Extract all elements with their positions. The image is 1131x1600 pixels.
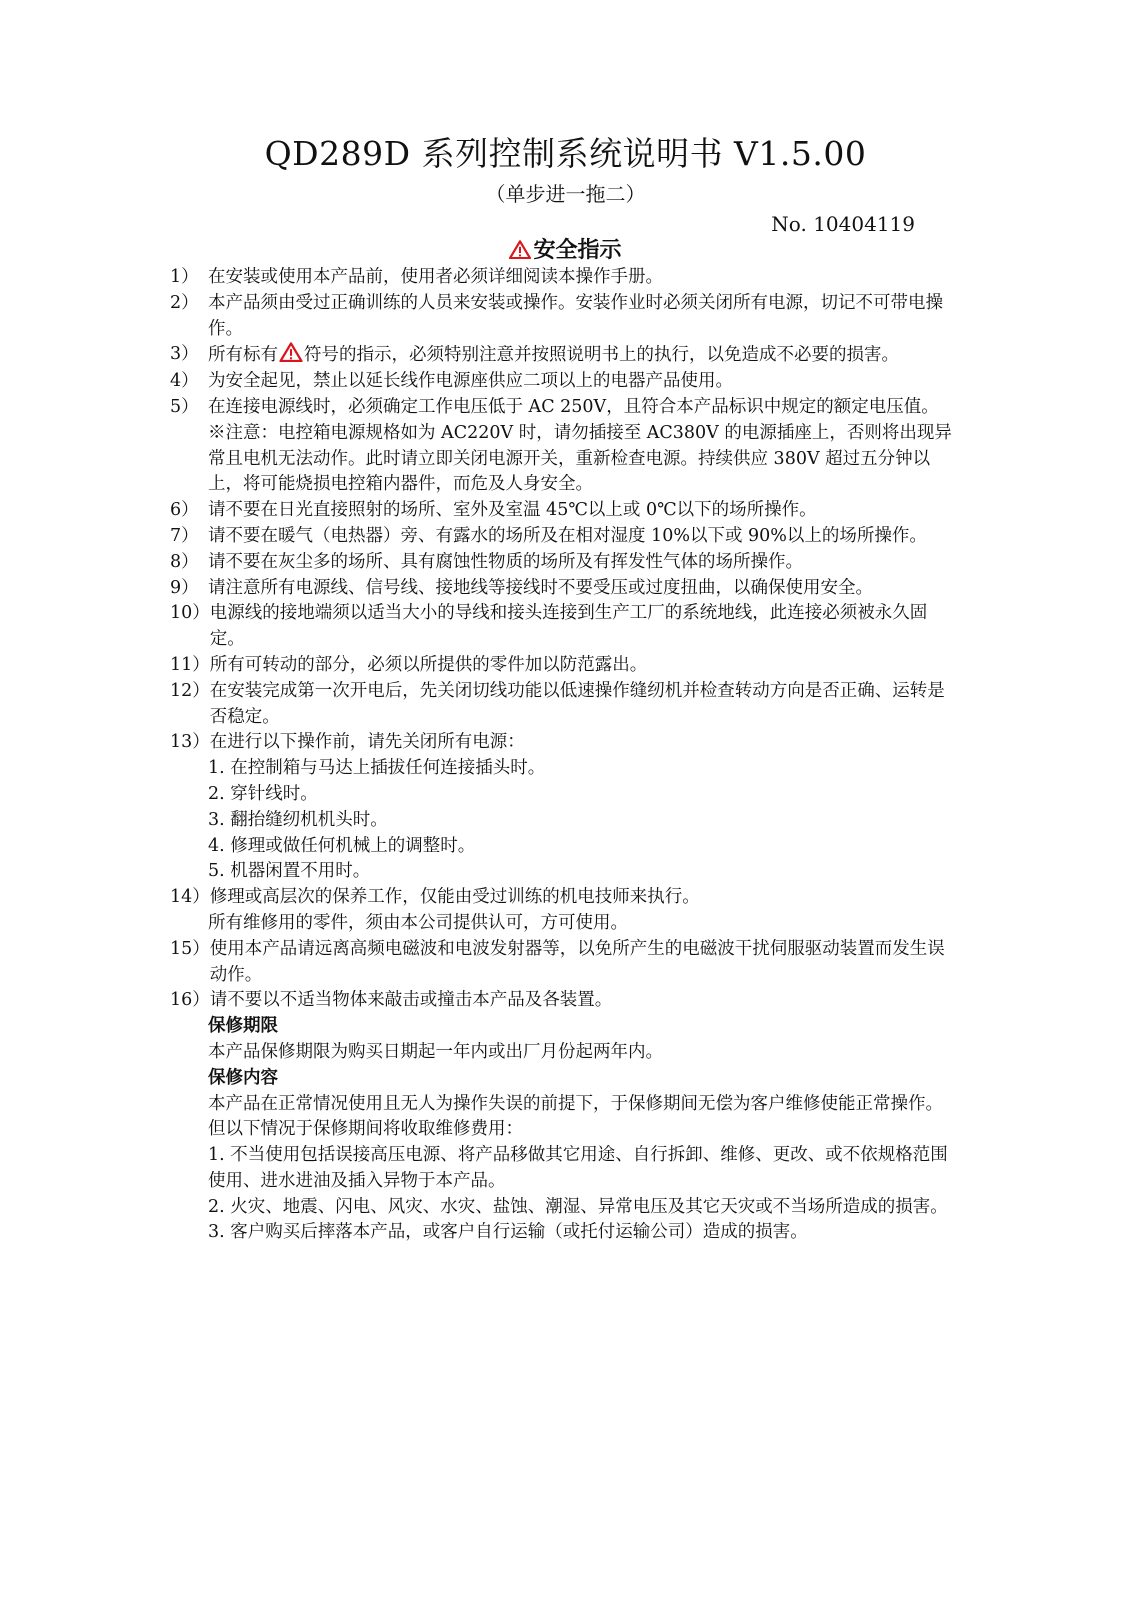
item-text: 在安装完成第一次开电后，先关闭切线功能以低速操作缝纫机并检查转动方向是否正确、运转是否稳定。 <box>209 680 945 727</box>
item-text: 请不要以不适当物体来敲击或撞击本产品及各装置。 <box>209 990 613 1011</box>
safety-heading <box>0 235 1131 265</box>
page-title: QD289D 系列控制系统说明书 V1.5.00 <box>264 134 867 173</box>
item-text-before: 所有标有 <box>208 345 278 366</box>
warranty-charge-intro: 但以下情况于保修期间将收取维修费用： <box>208 1119 523 1140</box>
list-item <box>170 395 960 421</box>
warning-triangle-icon <box>509 240 531 259</box>
warranty-charge-item: 2. 火灾、地震、闪电、风灾、水灾、盐蚀、潮湿、异常电压及其它天灾或不当场所造成的损害。 <box>208 1196 948 1217</box>
item-text: 电源线的接地端须以适当大小的导线和接头连接到生产工厂的系统地线，此连接必须被永久固定。 <box>209 603 928 650</box>
list-item <box>170 550 960 576</box>
list-item <box>170 885 960 911</box>
item-number: 3） <box>170 344 199 365</box>
item-text: 请不要在灰尘多的场所、具有腐蚀性物质的场所及有挥发性气体的场所操作。 <box>208 551 803 572</box>
safety-instructions <box>170 265 960 1246</box>
warranty-period-heading: 保修期限 <box>208 1016 278 1037</box>
item-text: 本产品须由受过正确训练的人员来安装或操作。安装作业时必须关闭所有电源，切记不可带电操作。 <box>208 292 943 339</box>
item-text: 请注意所有电源线、信号线、接地线等接线时不要受压或过度扭曲，以确保使用安全。 <box>208 577 873 598</box>
item-number: 8） <box>170 551 199 572</box>
item-number: 14） <box>170 887 210 908</box>
warning-triangle-icon <box>279 342 303 362</box>
list-item <box>170 653 960 679</box>
sub-item: 4. 修理或做任何机械上的调整时。 <box>208 835 476 856</box>
sub-item: 3. 翻抬缝纫机机头时。 <box>208 809 388 830</box>
item-text: 请不要在日光直接照射的场所、室外及室温 45℃以上或 0℃以下的场所操作。 <box>208 500 817 521</box>
item-text-after: 符号的指示，必须特别注意并按照说明书上的执行，以免造成不必要的损害。 <box>304 345 899 366</box>
item-number: 13） <box>170 732 210 753</box>
item-text: 所有可转动的部分，必须以所提供的零件加以防范露出。 <box>209 654 648 675</box>
sub-item: 2. 穿针线时。 <box>208 783 318 804</box>
item-note: ※注意：电控箱电源规格如为 AC220V 时，请勿插接至 AC380V 的电源插座上，否则将出现异常且电机无法动作。此时请立即关闭电源开关，重新检查电源。持续供应 380V 超过五分钟以上，将可能烧损电控箱内器件，而危及人身安全。 <box>208 422 952 495</box>
list-item <box>170 342 960 369</box>
list-item <box>170 988 960 1014</box>
item-number: 7） <box>170 525 199 546</box>
list-item <box>170 498 960 524</box>
item-number: 4） <box>170 371 199 392</box>
item-text: 为安全起见，禁止以延长线作电源座供应二项以上的电器产品使用。 <box>208 371 733 392</box>
item-number: 5） <box>170 396 199 417</box>
list-item <box>170 679 960 731</box>
item-text <box>208 342 960 369</box>
sub-item: 5. 机器闲置不用时。 <box>208 861 371 882</box>
item-number: 15） <box>170 938 210 959</box>
list-item <box>170 291 960 343</box>
item-number: 6） <box>170 500 199 521</box>
item-text: 在安装或使用本产品前，使用者必须详细阅读本操作手册。 <box>208 267 663 287</box>
list-item <box>170 730 960 756</box>
item-text: 使用本产品请远离高频电磁波和电波发射器等，以免所产生的电磁波干扰伺服驱动装置而发生误动作。 <box>209 938 945 985</box>
list-item <box>170 576 960 602</box>
list-item <box>170 937 960 989</box>
list-item <box>170 524 960 550</box>
item-number: 16） <box>170 990 210 1011</box>
item-note: 所有维修用的零件，须由本公司提供认可，方可使用。 <box>208 912 628 933</box>
page-subtitle: （单步进一拖二） <box>485 182 646 206</box>
list-item <box>170 265 960 291</box>
item-number: 1） <box>170 267 199 287</box>
list-item <box>170 369 960 395</box>
item-text: 修理或高层次的保养工作，仅能由受过训练的机电技师来执行。 <box>209 887 700 908</box>
warranty-charge-item: 3. 客户购买后摔落本产品，或客户自行运输（或托付运输公司）造成的损害。 <box>208 1222 808 1243</box>
item-text: 在连接电源线时，必须确定工作电压低于 AC 250V，且符合本产品标识中规定的额定电压值。 <box>208 396 939 417</box>
item-number: 12） <box>170 680 210 701</box>
sub-item: 1. 在控制箱与马达上插拔任何连接插头时。 <box>208 758 546 779</box>
warranty-content-heading: 保修内容 <box>208 1067 278 1088</box>
item-text: 在进行以下操作前，请先关闭所有电源： <box>209 732 525 753</box>
item-number: 2） <box>170 292 199 313</box>
item-text: 请不要在暖气（电热器）旁、有露水的场所及在相对湿度 10%以下或 90%以上的场所操作。 <box>208 525 927 546</box>
item-number: 10） <box>170 603 210 624</box>
warranty-period-text: 本产品保修期限为购买日期起一年内或出厂月份起两年内。 <box>208 1041 663 1062</box>
warranty-charge-item: 1. 不当使用包括误接高压电源、将产品移做其它用途、自行拆卸、维修、更改、或不依规格范围使用、进水进油及插入异物于本产品。 <box>208 1145 948 1191</box>
safety-heading-label: 安全指示 <box>533 237 622 263</box>
document-number: No. 10404119 <box>771 212 915 236</box>
list-item <box>170 601 960 653</box>
item-number: 11） <box>170 654 210 675</box>
item-number: 9） <box>170 577 199 598</box>
warranty-content-text: 本产品在正常情况使用且无人为操作失误的前提下，于保修期间无偿为客户维修使能正常操作。 <box>208 1093 943 1114</box>
